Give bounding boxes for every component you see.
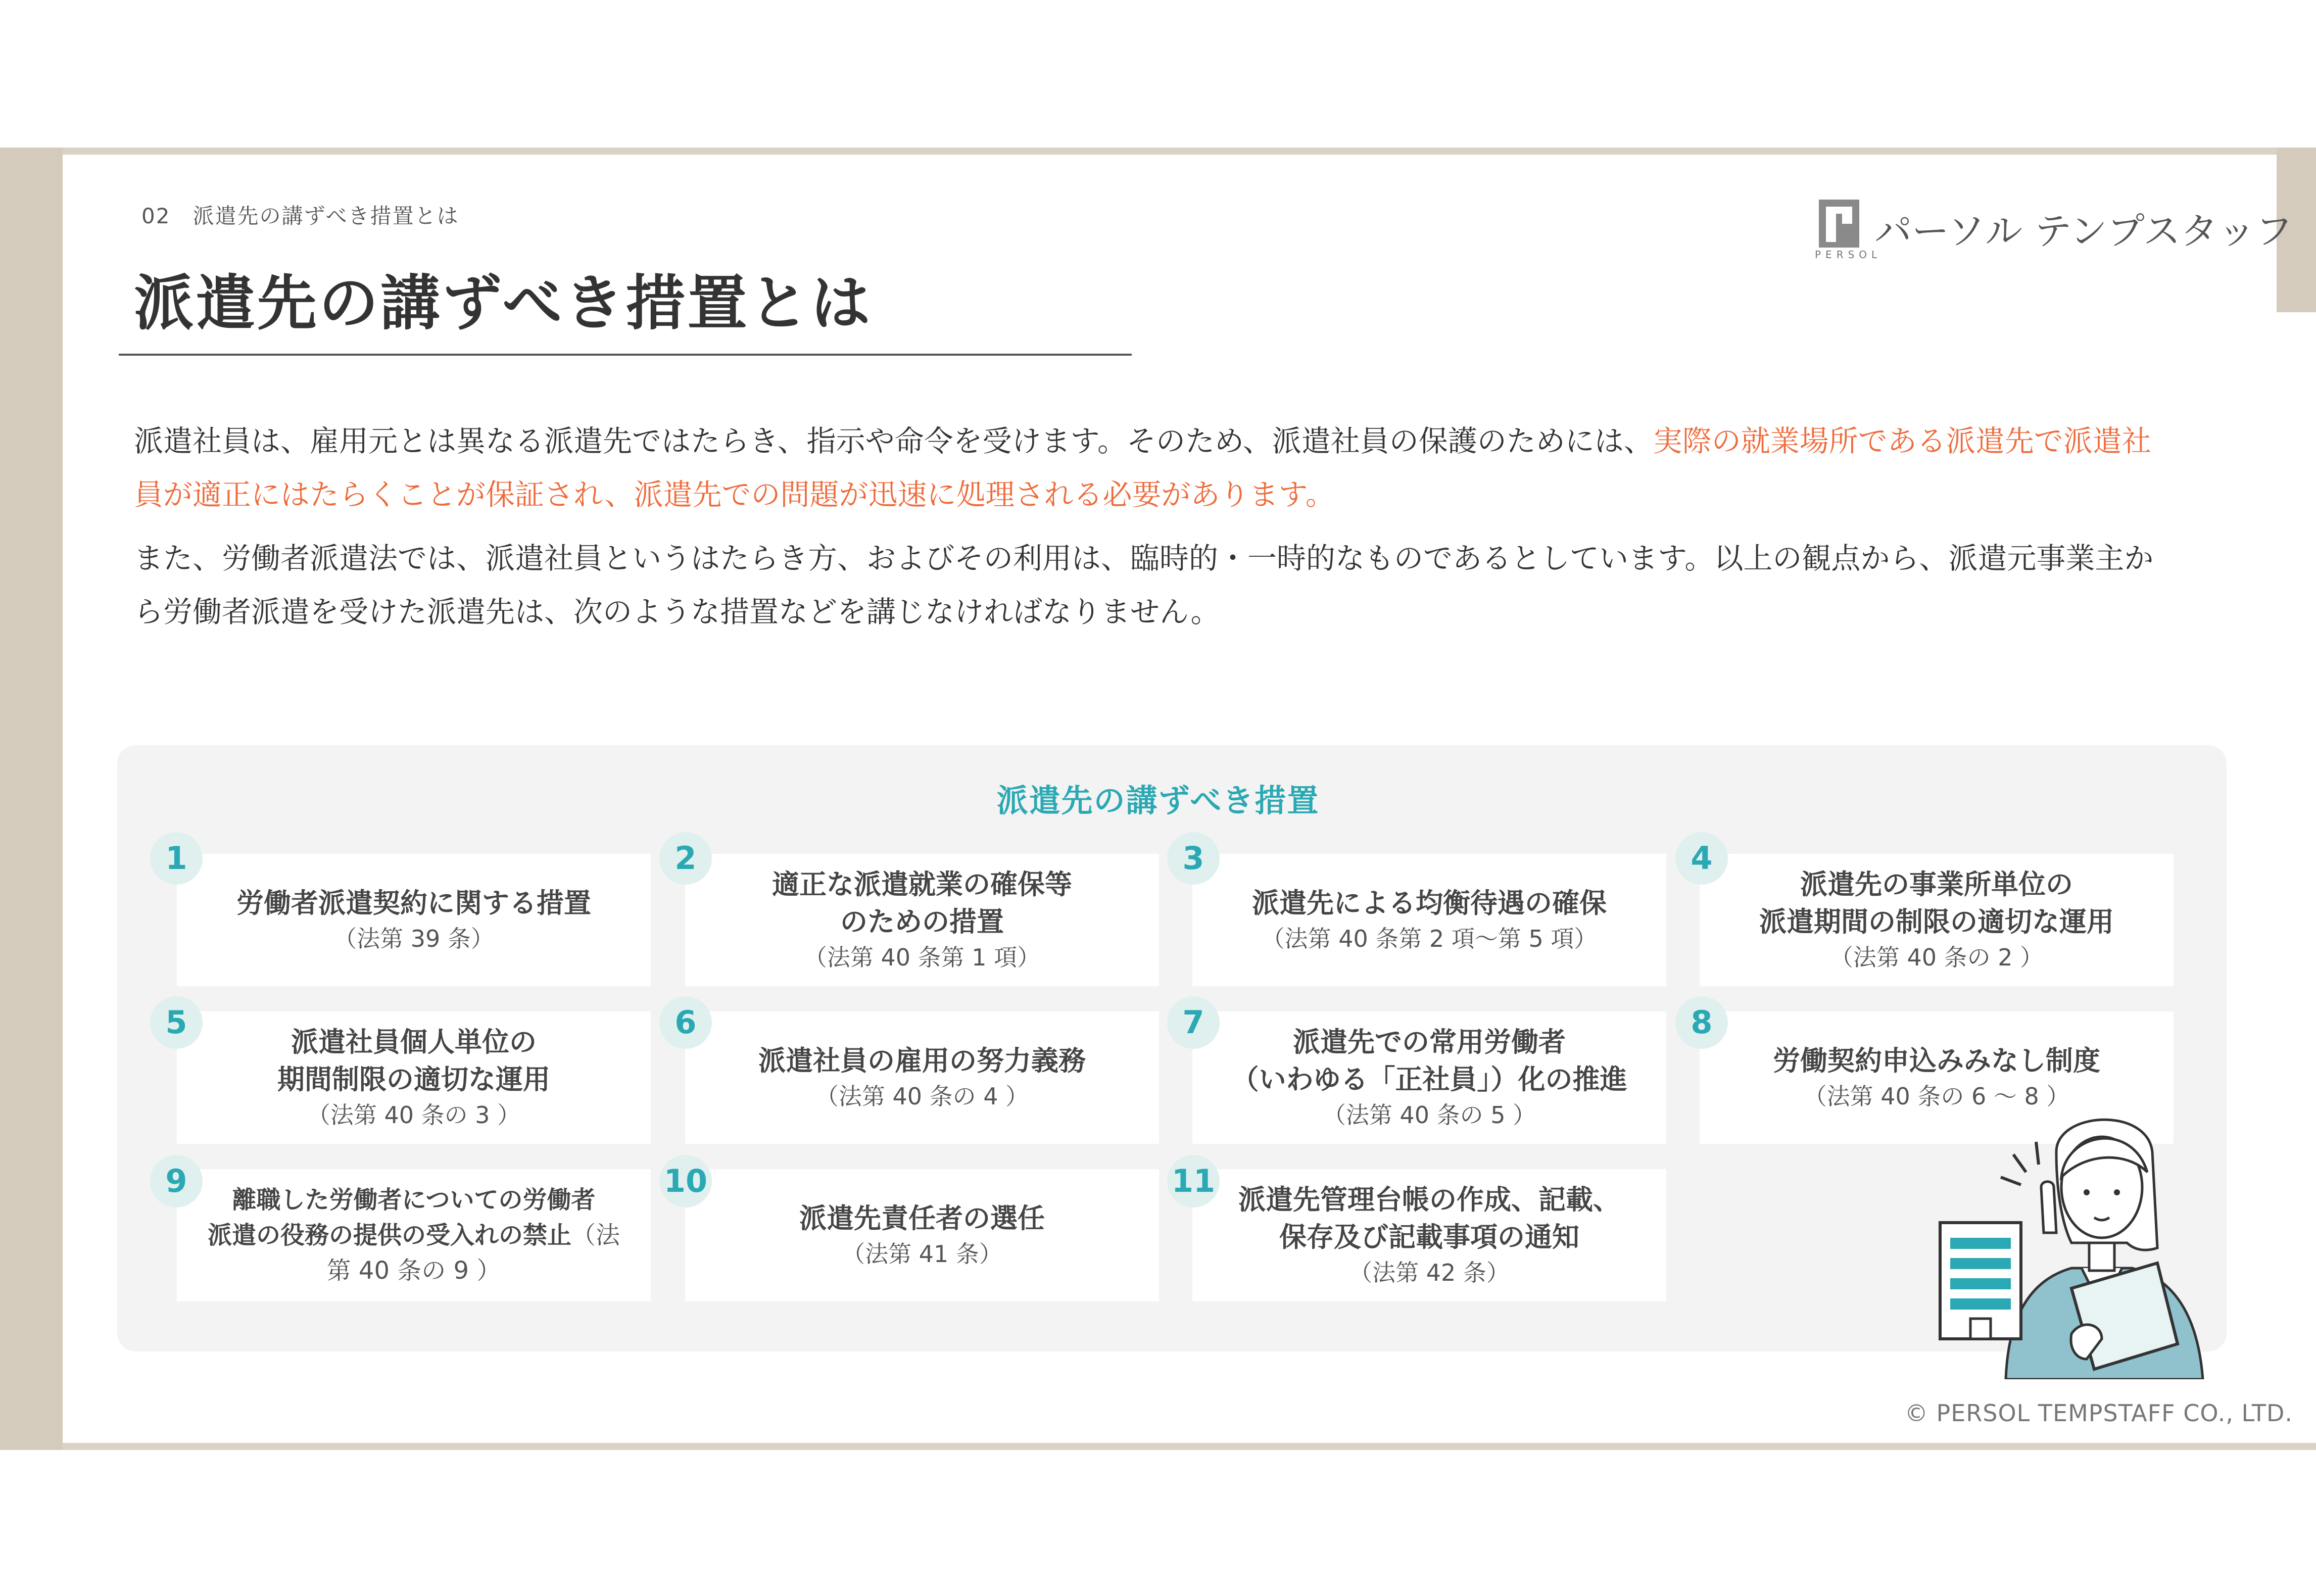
measure-title-line-1: 離職した労働者についての労働者 [232, 1186, 596, 1214]
measure-card-6 [685, 1011, 1159, 1144]
title-underline [119, 354, 1132, 356]
measure-law: （法第 40 条の 2 ） [1829, 944, 2044, 971]
measure-number-badge: 11 [1167, 1155, 1220, 1207]
measure-card-4 [1700, 854, 2174, 986]
page-title: 派遣先の講ずべき措置とは [134, 268, 873, 338]
measure-law-line-2: 第 40 条の 9 ） [326, 1256, 501, 1285]
measure-number-badge: 2 [659, 832, 712, 885]
person-with-building-illustration [1920, 1096, 2213, 1379]
measure-number-badge: 7 [1167, 996, 1220, 1049]
measure-law: （法第 40 条の 3 ） [307, 1101, 521, 1129]
second-paragraph: また、労働者派遣法では、派遣社員というはたらき方、およびその利用は、臨時的・一時的なものであるとしています。以上の観点から、派遣元事業主から労働者派遣を受けた派遣先は、次のような措置などを講じなければなりません。 [134, 541, 2154, 629]
measure-card-3 [1192, 854, 1666, 986]
intro-paragraph [134, 414, 2180, 521]
measure-title: 派遣先管理台帳の作成、記載、 保存及び記載事項の通知 [1238, 1184, 1620, 1253]
measure-law: （法第 40 条の 4 ） [815, 1083, 1029, 1110]
measure-law: （法第 40 条の 5 ） [1322, 1101, 1536, 1129]
frame-top [63, 148, 2316, 155]
measure-number-badge: 10 [659, 1155, 712, 1207]
measure-law: （法第 40 条の 6 ～ 8 ） [1803, 1083, 2070, 1110]
measure-law: （法第 40 条第 1 項） [803, 944, 1041, 971]
measure-number-badge: 9 [150, 1155, 203, 1207]
measure-title: 派遣社員個人単位の 期間制限の適切な運用 [277, 1026, 550, 1095]
measure-title: 適正な派遣就業の確保等 のための措置 [772, 868, 1072, 938]
intro-text: 派遣社員は、雇用元とは異なる派遣先ではたらき、指示や命令を受けます。そのため、派遣社員の保護のためには、 [134, 424, 1653, 458]
measure-card-9 [177, 1169, 651, 1301]
measure-title: 派遣先責任者の選任 [799, 1202, 1045, 1234]
measure-number-badge: 6 [659, 996, 712, 1049]
measure-title: 派遣先での常用労働者 （いわゆる「正社員」）化の推進 [1231, 1026, 1627, 1095]
measure-title-line-2: 派遣の役務の提供の受入れの禁止 [207, 1221, 571, 1249]
measure-law: （法第 40 条第 2 項～第 5 項） [1261, 925, 1598, 952]
company-logo [1815, 200, 2293, 265]
measure-title: 労働契約申込みみなし制度 [1773, 1045, 2100, 1077]
measure-title: 派遣先の事業所単位の 派遣期間の制限の適切な運用 [1759, 868, 2114, 938]
copyright: © PERSOL TEMPSTAFF CO., LTD. [1904, 1399, 2293, 1427]
measure-card-2 [685, 854, 1159, 986]
measure-card-11 [1192, 1169, 1666, 1301]
persol-logo-icon [1819, 200, 1859, 248]
measure-title: 派遣先による均衡待遇の確保 [1252, 887, 1607, 919]
measure-combined-text [208, 1182, 620, 1288]
measure-number-badge: 1 [150, 832, 203, 885]
measure-number-badge: 3 [1167, 832, 1220, 885]
measure-number-badge: 5 [150, 996, 203, 1049]
intro-highlight: 実際の就業場所である派遣先で派遣社員が適正にはたらくことが保証され、派遣先での問題が迅速に処理される必要があります。 [134, 424, 2151, 512]
frame-bottom [63, 1443, 2316, 1450]
measure-law: （法第 39 条） [333, 925, 494, 952]
measure-card-7 [1192, 1011, 1666, 1144]
measure-title: 労働者派遣契約に関する措置 [236, 887, 591, 919]
measure-card-5 [177, 1011, 651, 1144]
measure-card-10 [685, 1169, 1159, 1301]
breadcrumb: 02 派遣先の講ずべき措置とは [141, 204, 459, 228]
measure-law-line-1: （法 [571, 1221, 620, 1249]
logo-text: パーソル テンプスタッフ [1874, 210, 2293, 253]
measure-number-badge: 4 [1675, 832, 1728, 885]
measure-law: （法第 41 条） [842, 1240, 1002, 1268]
measure-law: （法第 42 条） [1349, 1259, 1510, 1286]
measure-number-badge: 8 [1675, 996, 1728, 1049]
measures-title: 派遣先の講ずべき措置 [996, 782, 1320, 819]
measure-card-1 [177, 854, 651, 986]
measure-title: 派遣社員の雇用の努力義務 [758, 1045, 1086, 1077]
logo-subtext: PERSOL [1815, 249, 1882, 261]
